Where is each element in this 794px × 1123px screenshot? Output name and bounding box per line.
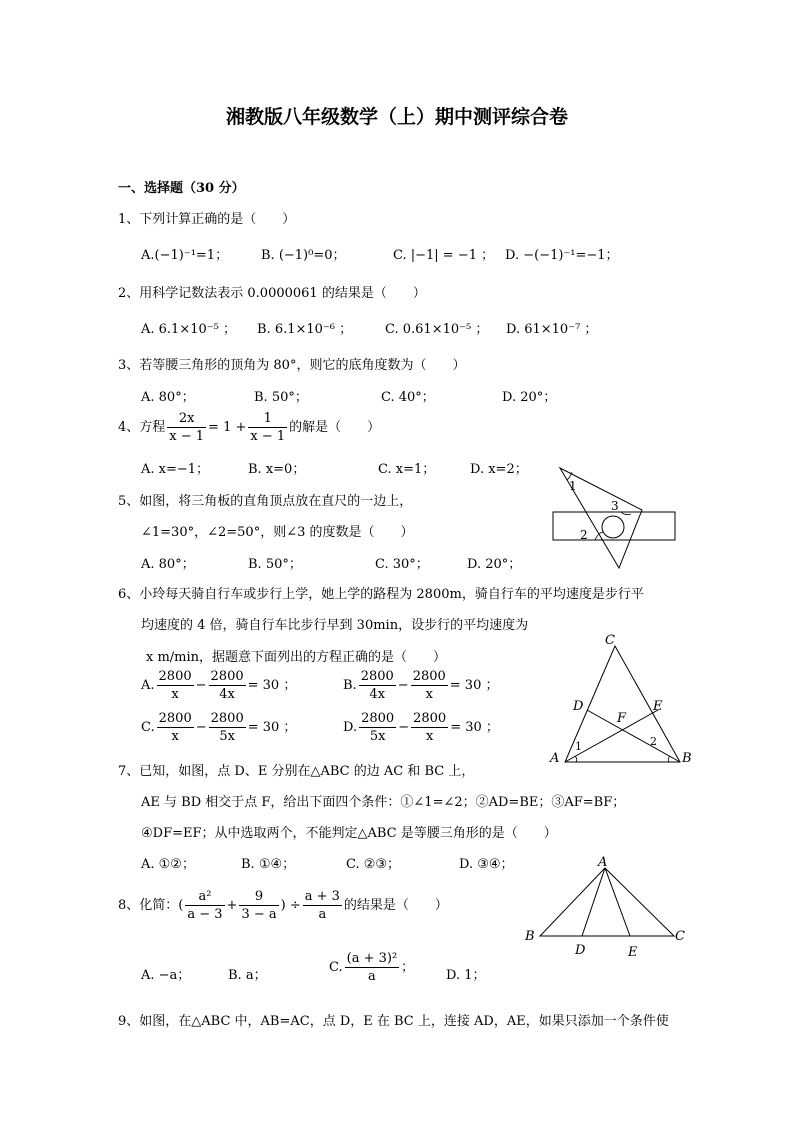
question-1-stem: 1、下列计算正确的是（ ） <box>118 212 296 227</box>
q4-option-a: A. x=−1； <box>141 462 210 477</box>
fraction: $\frac{2x}{x - 1}$ <box>169 411 205 444</box>
question-8-stem: 8、化简：( $\frac{\text{a²}}{a - 3}$ + $\frac{9}{3 - a}$ ) ÷ $\frac{a + 3}{a}$ 的结果是（ ） <box>118 889 448 922</box>
svg-text:1: 1 <box>575 740 582 753</box>
question-6-line-1: 6、小玲每天骑自行车或步行上学，她上学的路程为 2800m，骑自行车的平均速度是步行平 <box>118 587 644 602</box>
angle-label: 3 <box>611 499 619 513</box>
question-7-line-2: AE 与 BD 相交于点 F，给出下面四个条件：①∠1=∠2；②AD=BE；③AF=BF； <box>141 795 626 810</box>
svg-text:B: B <box>525 929 535 944</box>
question-7-line-1: 7、已知，如图，点 D、E 分别在△ABC 的边 AC 和 BC 上， <box>118 764 475 779</box>
q3-option-b: B. 50°； <box>254 390 308 405</box>
segment-ad <box>582 868 605 936</box>
segment-bd <box>587 710 680 762</box>
page-title: 湘教版八年级数学（上）期中测评综合卷 <box>225 106 568 128</box>
question-9-line-1: 9、如图，在△ABC 中，AB=AC，点 D，E 在 BC 上，连接 AD，AE，如果只添加一个条件使 <box>118 1014 669 1029</box>
svg-text:B: B <box>682 751 692 766</box>
section-heading: 一、选择题（30 分） <box>118 181 245 196</box>
q7-option-a: A. ①②； <box>141 857 195 872</box>
q6-option-c: C. $\frac{2800}{x}$ − $\frac{2800}{5x}$ = 30 ； <box>141 711 297 744</box>
svg-text:A: A <box>598 855 608 870</box>
svg-text:C: C <box>605 633 615 648</box>
fraction: $\frac{1}{x - 1}$ <box>250 411 286 444</box>
svg-text:A: A <box>550 751 560 766</box>
segment-ae <box>565 710 658 762</box>
q5-option-c: C. 30°； <box>375 557 429 572</box>
q3-option-a: A. 80°； <box>141 390 195 405</box>
q4-option-d: D. x=2； <box>470 462 528 477</box>
q4-option-c: C. x=1； <box>378 462 436 477</box>
svg-text:2: 2 <box>650 735 657 748</box>
question-6-line-2: 均速度的 4 倍，骑自行车比步行早到 30min，设步行的平均速度为 <box>141 618 529 633</box>
q8-option-d: D. 1； <box>446 968 486 983</box>
q5-option-d: D. 20°； <box>467 557 522 572</box>
q7-option-d: D. ③④； <box>459 857 514 872</box>
question-6-line-3: x m/min，据题意下面列出的方程正确的是（ ） <box>146 650 447 665</box>
q2-option-d: D. 61×10⁻⁷ ； <box>506 322 598 337</box>
q8-option-c: C. $\frac{\text{(a + 3)²}}{a}$ ； <box>329 951 415 984</box>
q5-option-b: B. 50°； <box>248 557 302 572</box>
question-5-line-2: ∠1=30°，∠2=50°，则∠3 的度数是（ ） <box>141 525 414 540</box>
q4-option-b: B. x=0； <box>248 462 306 477</box>
q8-option-a: A. −a； <box>141 968 191 983</box>
question-5-line-1: 5、如图，将三角板的直角顶点放在直尺的一边上， <box>118 494 413 509</box>
q8-option-b: B. a； <box>228 968 267 983</box>
q2-option-a: A. 6.1×10⁻⁵ ； <box>141 322 236 337</box>
q1-option-c: C. |−1| = −1 ； <box>393 248 495 263</box>
ruler-triangle-figure <box>545 462 685 572</box>
q7-option-b: B. ①④； <box>241 857 296 872</box>
q6-option-b: B. $\frac{2800}{4x}$ − $\frac{2800}{x}$ = 30 ； <box>343 669 499 702</box>
q2-option-c: C. 0.61×10⁻⁵ ； <box>385 322 489 337</box>
q3-option-c: C. 40°； <box>381 390 435 405</box>
q2-option-b: B. 6.1×10⁻⁶ ； <box>257 322 353 337</box>
segment-ae <box>605 868 630 936</box>
question-7-line-3: ④DF=EF；从中选取两个，不能判定△ABC 是等腰三角形的是（ ） <box>141 826 557 841</box>
svg-text:E: E <box>628 945 638 960</box>
angle-label: 2 <box>580 528 588 542</box>
q1-option-d: D. −(−1)⁻¹=−1； <box>505 248 619 263</box>
q1-option-b: B. (−1)⁰=0； <box>261 248 346 263</box>
q5-option-a: A. 80°； <box>141 557 195 572</box>
question-2-stem: 2、用科学记数法表示 0.0000061 的结果是（ ） <box>118 286 426 301</box>
question-3-stem: 3、若等腰三角形的顶角为 80°，则它的底角度数为（ ） <box>118 358 466 373</box>
q6-option-a: A. $\frac{2800}{x}$ − $\frac{2800}{4x}$ = 30 ； <box>141 669 297 702</box>
svg-text:C: C <box>675 929 685 944</box>
svg-text:D: D <box>575 943 586 958</box>
svg-text:E: E <box>653 699 663 714</box>
set-square-hole <box>602 516 624 538</box>
triangle-abc-figure-q9 <box>520 850 695 962</box>
angle-label: 1 <box>569 479 577 493</box>
q3-option-d: D. 20°； <box>502 390 557 405</box>
q7-option-c: C. ②③； <box>346 857 401 872</box>
triangle-abc-figure-q7 <box>545 630 695 770</box>
svg-text:D: D <box>573 699 584 714</box>
q1-option-a: A.(−1)⁻¹=1； <box>141 248 229 263</box>
svg-text:F: F <box>617 711 627 726</box>
question-4-stem: 4、方程 $\frac{2x}{x - 1}$ = 1 + $\frac{1}{x - 1}$ 的解是（ ） <box>118 411 381 444</box>
q6-option-d: D. $\frac{2800}{5x}$ − $\frac{2800}{x}$ = 30 ； <box>343 711 499 744</box>
